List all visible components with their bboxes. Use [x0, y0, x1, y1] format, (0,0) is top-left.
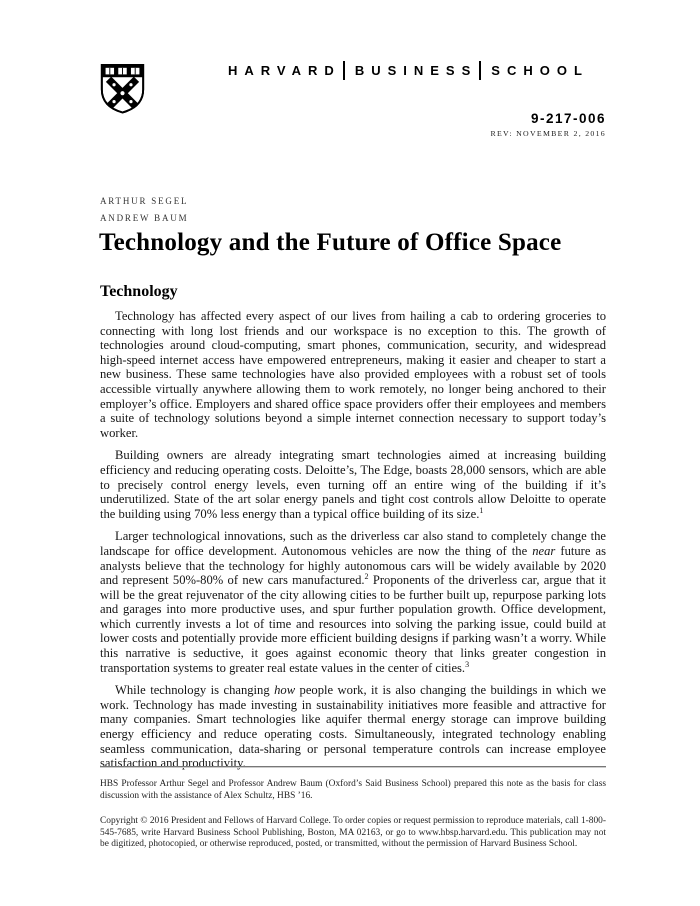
school-wordmark — [228, 60, 589, 80]
author-name: ANDREW BAUM — [100, 212, 189, 223]
wordmark-business: BUSINESS — [354, 62, 478, 78]
footnote-text: HBS Professor Arthur Segel and Professor Andrew Baum (Oxford’s Said Business School) prepared this note as the basis for class discussion with the assistance of Alex Schultz, HBS ’16. — [100, 779, 606, 801]
wordmark-divider — [343, 61, 345, 80]
author-list — [100, 193, 188, 226]
case-number: 9-217-006 — [530, 111, 606, 126]
copyright-text: Copyright © 2016 President and Fellows of Harvard College. To order copies or request permission to reproduce materials, call 1-800-545-7685, write Harvard Business School Publishing, Boston, MA 02163, or go to www.hbsp.harvard.edu. This publication may not be digitized, photocopied, or otherwise reproduced, posted, or transmitted, without the permission of Harvard Business School. — [100, 816, 606, 850]
section-heading: Technology — [100, 283, 178, 300]
paragraph: Larger technological innovations, such as the driverless car also stand to completely change the landscape for office development. Autonomous vehicles are now the thing of the near future as analysts believe that the technology for highly autonomous cars will be widely available by 2020 and represent 50%-80% of new cars manufactured.$^2$ Proponents of the driverless car, argue that it will be the great rejuvenator of the city allowing cities to be further built up, repurpose parking lots and garages into more productive uses, and spur further population growth. Office development, which currently invests a lot of time and resources into solving the parking issue, could build at lower costs and potentially provide more efficient building designs if parking wasn’t a worry. While this narrative is seductive, it goes against economic theory that links greater congestion in transportation systems to greater real estate values in the center of cities.$^3$ — [100, 529, 607, 675]
paragraph: Technology has affected every aspect of our lives from hailing a cab to ordering groceries to connecting with long lost friends and our workspace is no exception to this. The growth of technologies around cloud-computing, smart phones, communication, security, and widespread high-speed internet access have empowered entrepreneurs, making it easier and cheaper to start a new business. These same technologies have also provided employees with a robust set of tools accessible virtually anywhere allowing them to work remotely, no longer being anchored to their employer’s office. Employers and shared office space providers offer their employees and members a suite of technology solutions beyond a simple internet connection necessary to support today’s worker. — [100, 309, 606, 440]
wordmark-divider — [479, 61, 481, 80]
document-number-block — [490, 111, 606, 138]
wordmark-harvard: HARVARD — [228, 62, 341, 78]
footnote-divider — [100, 766, 606, 768]
page-title: Technology and the Future of Office Space — [99, 229, 562, 256]
paragraph: While technology is changing how people work, it is also changing the buildings in which we work. Technology has made investing in sustainability initiatives more feasible and attractive for many companies. Smart technologies like aquifer thermal energy storage can improve building energy efficiency and reduce operating costs. Simultaneously, integrated technology enabling seamless communication, data-sharing or personal temperature controls can increase employee satisfaction and productivity. — [100, 683, 606, 771]
hbs-shield-icon — [99, 62, 146, 115]
footnote-marker: 3 — [465, 659, 470, 669]
revision-date: REV: NOVEMBER 2, 2016 — [490, 129, 606, 138]
footnote-marker: 2 — [364, 571, 369, 581]
body-paragraphs — [100, 309, 606, 779]
author-name: ARTHUR SEGEL — [100, 196, 189, 206]
footnote-marker: 1 — [479, 505, 484, 515]
paragraph: Building owners are already integrating smart technologies aimed at increasing building efficiency and reducing operating costs. Deloitte’s, The Edge, boasts 28,000 sensors, which are able to precisely control energy levels, even turning off an entire wing of the building if it’s underutilized. State of the art solar energy panels and tight cost controls allow Deloitte to operate the building using 70% less energy than a typical office building of its size.$^1$ — [100, 448, 606, 521]
wordmark-school: SCHOOL — [491, 62, 589, 78]
